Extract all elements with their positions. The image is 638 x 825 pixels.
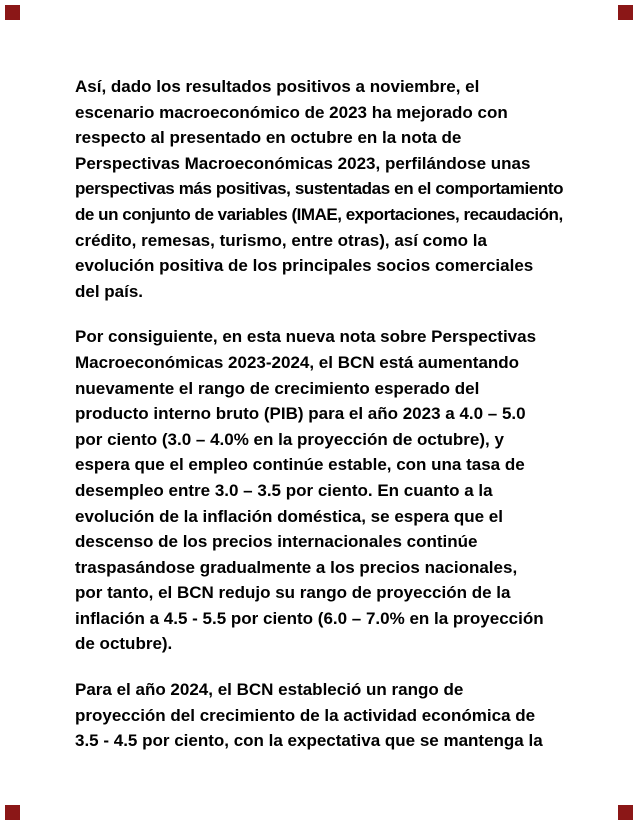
text-line: 3.5 - 4.5 por ciento, con la expectativa que se mantenga la xyxy=(75,731,543,751)
text-line: por tanto, el BCN redujo su rango de proyección de la xyxy=(75,583,511,603)
text-line: de octubre). xyxy=(75,634,173,654)
corner-marker-top-right xyxy=(618,5,633,20)
paragraph-2 xyxy=(75,324,563,657)
corner-marker-bottom-left xyxy=(5,805,20,820)
text-line: Por consiguiente, en esta nueva nota sobre Perspectivas xyxy=(75,327,537,347)
paragraph-1 xyxy=(75,74,563,304)
text-line: de un conjunto de variables (IMAE, exportaciones, recaudación, xyxy=(75,204,563,224)
text-line: evolución de la inflación doméstica, se espera que el xyxy=(75,506,503,526)
text-line: escenario macroeconómico de 2023 ha mejorado con xyxy=(75,102,508,122)
text-line: Perspectivas Macroeconómicas 2023, perfilándose unas xyxy=(75,153,531,173)
text-line: inflación a 4.5 - 5.5 por ciento (6.0 – 7.0% en la proyección xyxy=(75,608,544,628)
text-line: por ciento (3.0 – 4.0% en la proyección de octubre), y xyxy=(75,429,504,449)
text-line: Así, dado los resultados positivos a noviembre, el xyxy=(75,77,480,96)
text-line: traspasándose gradualmente a los precios nacionales, xyxy=(75,557,518,577)
text-line: respecto al presentado en octubre en la nota de xyxy=(75,128,462,148)
text-line: Macroeconómicas 2023-2024, el BCN está aumentando xyxy=(75,352,520,372)
corner-marker-bottom-right xyxy=(618,805,633,820)
text-line: crédito, remesas, turismo, entre otras), así como la xyxy=(75,230,487,250)
text-line: evolución positiva de los principales socios comerciales xyxy=(75,256,534,276)
paragraph-3 xyxy=(75,677,563,754)
text-line: desempleo entre 3.0 – 3.5 por ciento. En cuanto a la xyxy=(75,480,493,500)
text-line: producto interno bruto (PIB) para el año 2023 a 4.0 – 5.0 xyxy=(75,404,526,424)
text-line: espera que el empleo continúe estable, con una tasa de xyxy=(75,455,525,475)
corner-marker-top-left xyxy=(5,5,20,20)
text-line: del país. xyxy=(75,281,144,301)
document-body xyxy=(75,74,563,754)
text-line: descenso de los precios internacionales continúe xyxy=(75,532,478,552)
text-line: nuevamente el rango de crecimiento esperado del xyxy=(75,378,480,398)
text-line: perspectivas más positivas, sustentadas en el comportamiento xyxy=(75,179,564,199)
text-line: Para el año 2024, el BCN estableció un rango de xyxy=(75,680,464,700)
text-line: proyección del crecimiento de la actividad económica de xyxy=(75,705,536,725)
